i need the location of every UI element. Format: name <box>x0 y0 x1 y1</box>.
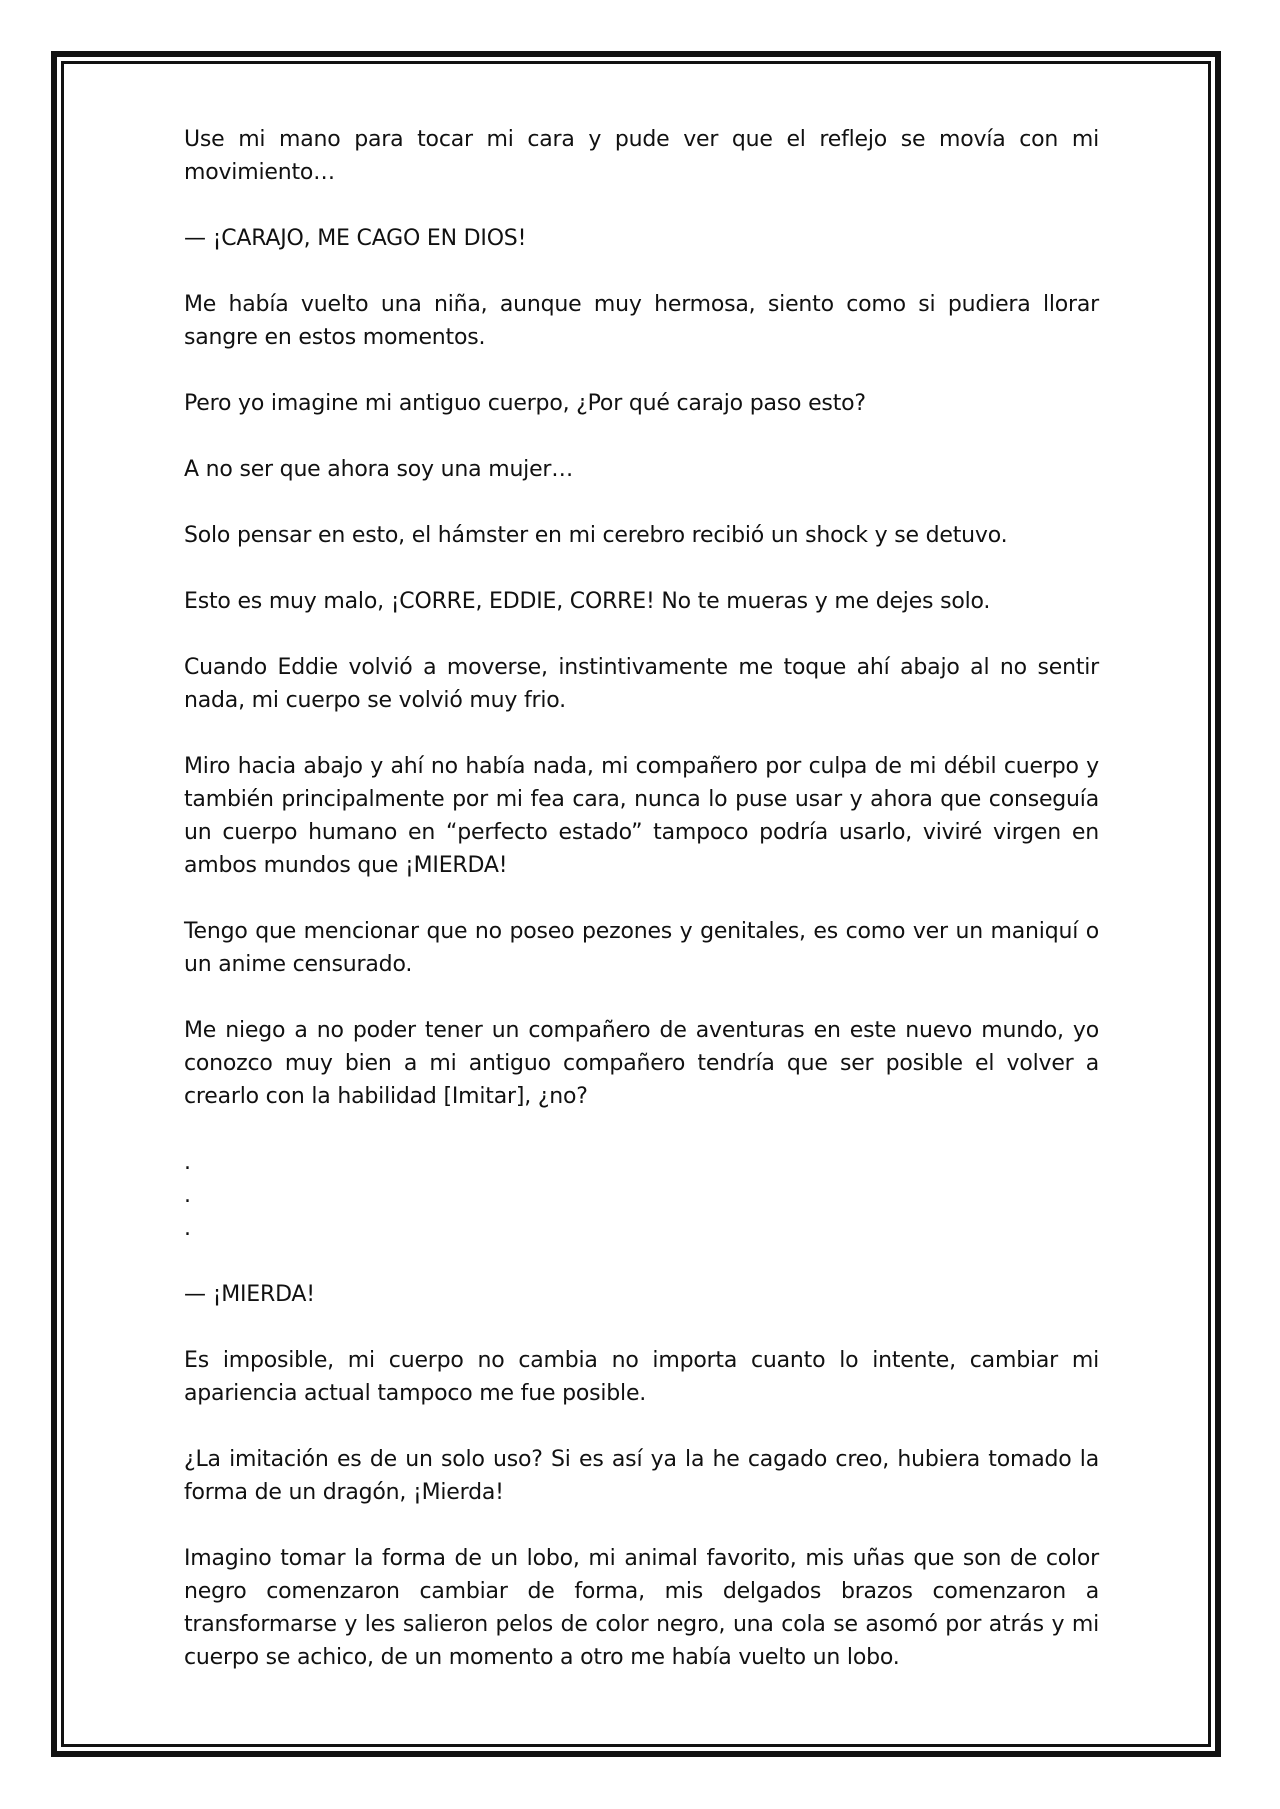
paragraph-maniqui: Tengo que mencionar que no poseo pezones y genitales, es como ver un maniquí o un anime censurado. <box>184 919 1099 977</box>
paragraph-antiguo-cuerpo: Pero yo imagine mi antiguo cuerpo, ¿Por qué carajo paso esto? <box>184 391 866 416</box>
paragraph-mujer: A no ser que ahora soy una mujer… <box>184 457 574 482</box>
paragraph-imitar: Me niego a no poder tener un compañero de aventuras en este nuevo mundo, yo conozco muy bien a mi antiguo compañero tendría que ser posible el volver a crearlo con la habilidad [Imitar], ¿no? <box>184 1018 1099 1109</box>
paragraph-imposible: Es imposible, mi cuerpo no cambia no importa cuanto lo intente, cambiar mi apariencia actual tampoco me fue posible. <box>184 1348 1099 1406</box>
scene-break-dots: . . . <box>184 1150 191 1241</box>
paragraph-lobo: Imagino tomar la forma de un lobo, mi animal favorito, mis uñas que son de color negro comenzaron cambiar de forma, mis delgados brazos comenzaron a transformarse y les salieron pelos de color negro, una cola se asomó por atrás y mi cuerpo se achico, de un momento a otro me había vuelto un lobo. <box>184 1546 1099 1670</box>
paragraph-eddie-mueve: Cuando Eddie volvió a moverse, instintivamente me toque ahí abajo al no sentir nada, mi cuerpo se volvió muy frio. <box>184 655 1099 713</box>
paragraph-companero: Miro hacia abajo y ahí no había nada, mi compañero por culpa de mi débil cuerpo y también principalmente por mi fea cara, nunca lo puse usar y ahora que conseguía un cuerpo humano en “perfecto estado” tampoco podría usarlo, viviré virgen en ambos mundos que ¡MIERDA! <box>184 754 1099 878</box>
page-body <box>184 123 1099 1707</box>
paragraph-un-solo-uso: ¿La imitación es de un solo uso? Si es así ya la he cagado creo, hubiera tomado la forma de un dragón, ¡Mierda! <box>184 1447 1099 1505</box>
paragraph-hamster: Solo pensar en esto, el hámster en mi cerebro recibió un shock y se detuvo. <box>184 523 1008 548</box>
dialogue-mierda: — ¡MIERDA! <box>184 1282 315 1307</box>
paragraph-reflection: Use mi mano para tocar mi cara y pude ver que el reflejo se movía con mi movimiento… <box>184 127 1099 185</box>
paragraph-nina: Me había vuelto una niña, aunque muy hermosa, siento como si pudiera llorar sangre en estos momentos. <box>184 292 1099 350</box>
paragraph-corre-eddie: Esto es muy malo, ¡CORRE, EDDIE, CORRE! No te mueras y me dejes solo. <box>184 589 991 614</box>
dialogue-carajo: — ¡CARAJO, ME CAGO EN DIOS! <box>184 226 527 251</box>
